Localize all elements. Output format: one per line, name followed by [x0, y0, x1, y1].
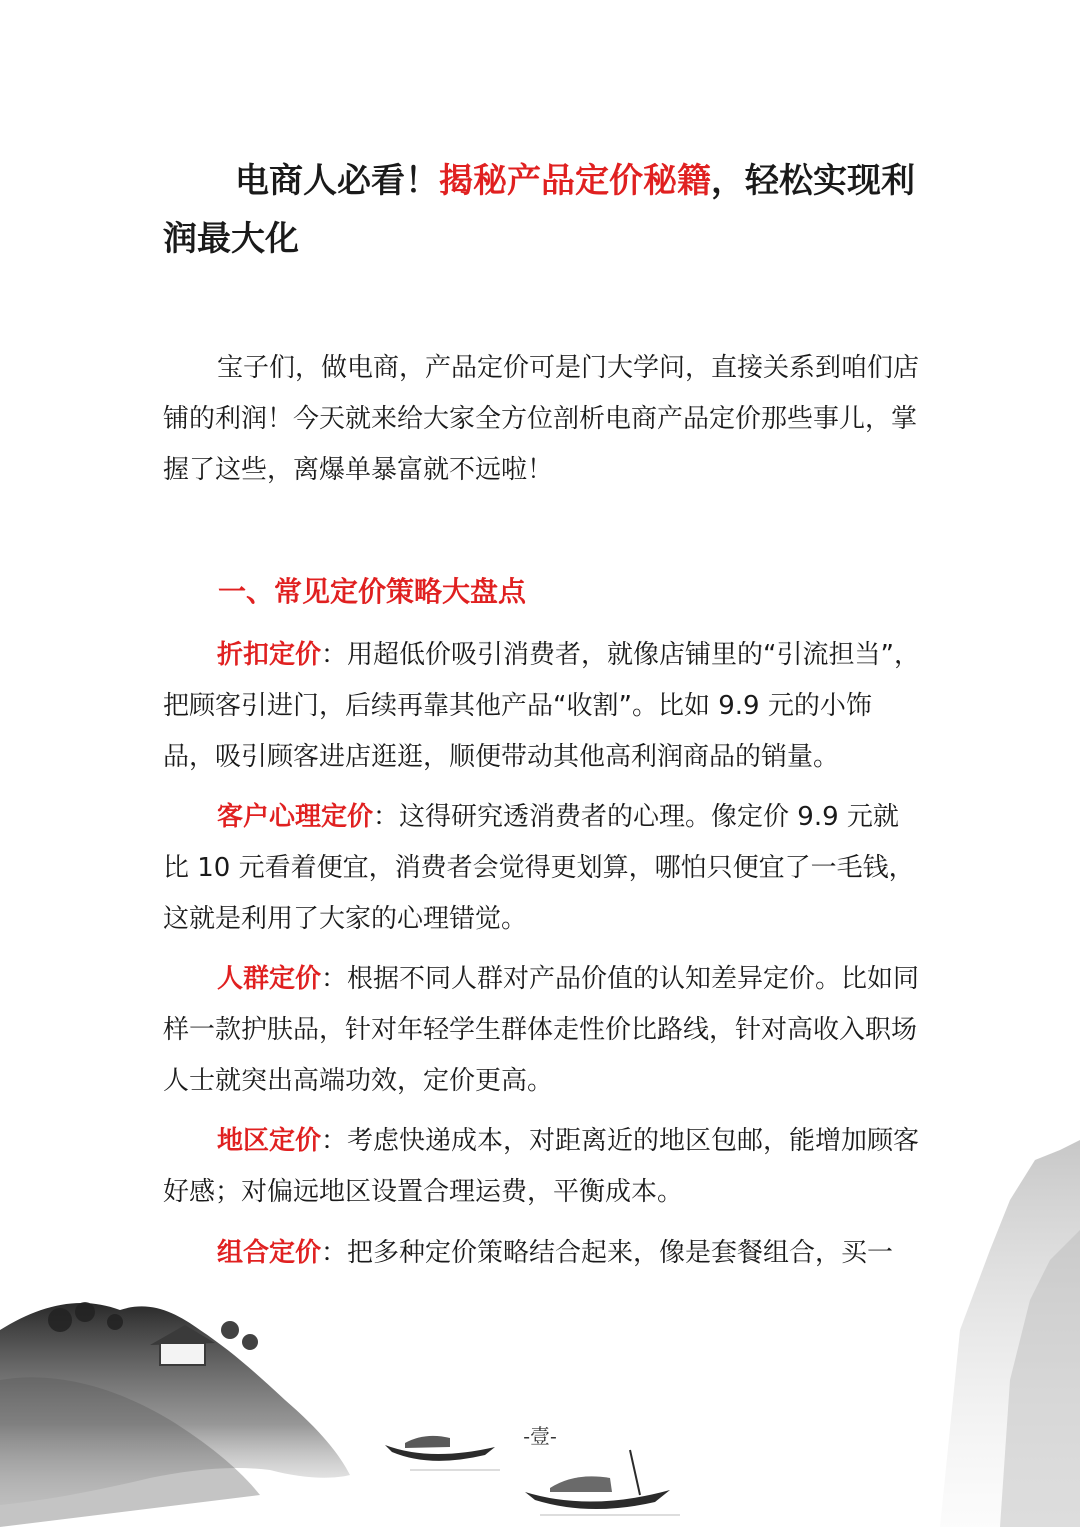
strategy-item	[163, 954, 923, 1107]
strategy-label: 折扣定价	[217, 640, 322, 670]
strategy-text: ：这得研究透消费者的心理。像定价 9.9 元就比 10 元看着便宜，消费者会觉得更划算，哪怕只便宜了一毛钱，这就是利用了大家的心理错觉。	[163, 802, 915, 934]
strategy-text: ：根据不同人群对产品价值的认知差异定价。比如同样一款护肤品，针对年轻学生群体走性价比路线，针对高收入职场人士就突出高端功效，定价更高。	[163, 964, 920, 1096]
title-part-1: 电商人必看！	[235, 161, 439, 201]
strategy-item	[163, 630, 923, 783]
strategy-item	[163, 1116, 923, 1218]
title-part-3: ，轻松实现利润最大化	[163, 161, 915, 259]
boat-large	[525, 1450, 680, 1515]
strategy-text: ：把多种定价策略结合起来，像是套餐组合，买一	[321, 1238, 894, 1268]
pavilion-body	[160, 1343, 205, 1365]
strategy-label: 客户心理定价	[217, 802, 374, 832]
article-title	[163, 152, 923, 268]
left-mountain-shadow	[0, 1377, 260, 1527]
section-heading: 一、常见定价策略大盘点	[218, 575, 527, 608]
right-mountain	[940, 1140, 1080, 1527]
strategy-item	[163, 1228, 923, 1279]
intro-paragraph	[163, 343, 923, 496]
strategy-label: 组合定价	[217, 1238, 322, 1268]
intro-text: 宝子们，做电商，产品定价可是门大学问，直接关系到咱们店铺的利润！今天就来给大家全方位剖析电商产品定价那些事儿，掌握了这些，离爆单暴富就不远啦！	[163, 353, 920, 485]
pavilion-roof	[150, 1325, 215, 1345]
strategy-label: 人群定价	[217, 964, 322, 994]
left-mountain	[0, 1303, 350, 1505]
strategy-label: 地区定价	[217, 1126, 322, 1156]
strategy-text: ：用超低价吸引消费者，就像店铺里的“引流担当”，把顾客引进门，后续再靠其他产品“收割”。比如 9.9 元的小饰品，吸引顾客进店逛逛，顺便带动其他高利润商品的销量。	[163, 640, 920, 772]
strategy-item	[163, 792, 923, 945]
strategy-text: ：考虑快递成本，对距离近的地区包邮，能增加顾客好感；对偏远地区设置合理运费，平衡成本。	[163, 1126, 920, 1207]
page-number: -壹-	[523, 1424, 557, 1448]
title-highlight: 揭秘产品定价秘籍	[439, 161, 711, 201]
right-mountain-far	[1000, 1230, 1080, 1527]
